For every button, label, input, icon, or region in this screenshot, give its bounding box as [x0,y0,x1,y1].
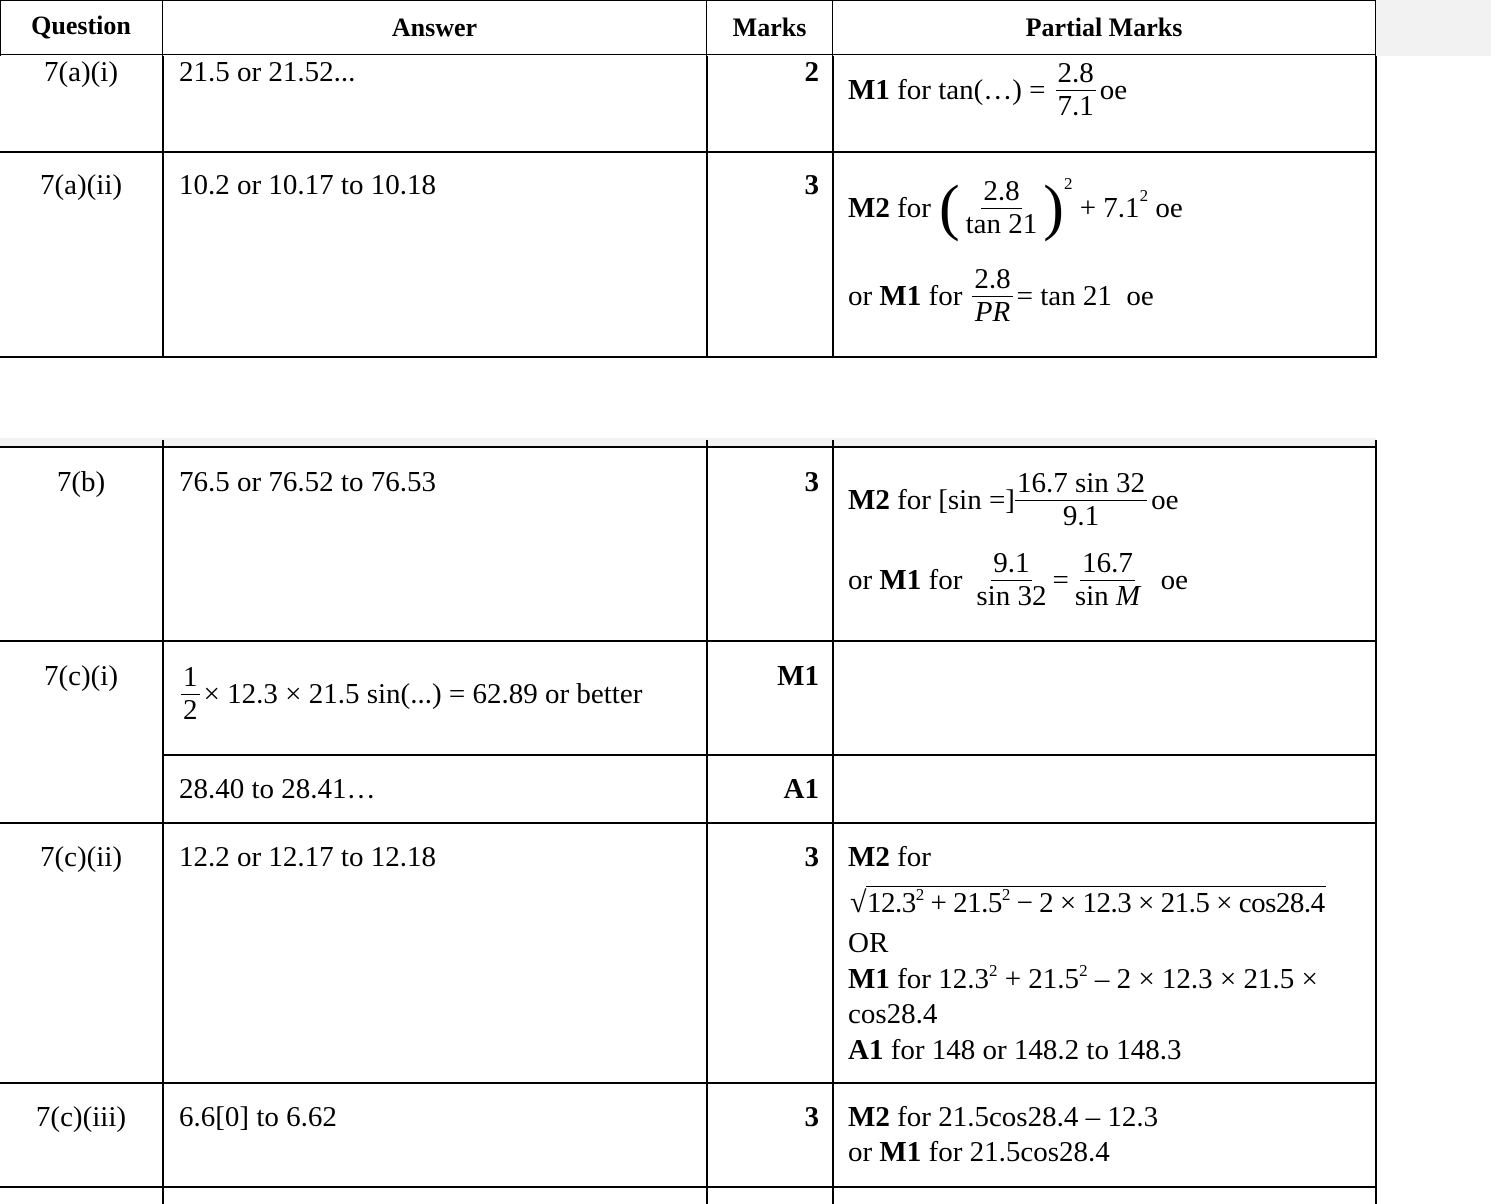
answer-7ci-line2: 28.40 to 28.41… [179,773,376,805]
partial-7cii-m1: M1 for $12.3^2 + 21.5^2 - 2 \times 12.3 \times 21.5$ × [848,961,1318,995]
question-7aii: 7(a)(ii) [39,169,123,201]
header-answer: Answer [391,13,478,42]
marks-7ai: 2 [804,56,819,88]
answer-7aii: 10.2 or 10.17 to 10.18 [179,169,436,201]
marks-7cii: 3 [804,841,819,873]
answer-7cii: 12.2 or 12.17 to 12.18 [179,841,436,873]
fraction: $\frac{9.1}{\sin 32}$ [976,547,1047,612]
partial-7cii-sqrt: $√12.3^2 + 21.5^2 - 2 \times 12.3 \times 21.5 \times \cos 28.4$ [850,885,1325,919]
partial-7aii-line2: or M1 for $\frac{2.8}{PR}$ = tan 21 oe [848,263,1154,328]
marks-7ci-a1: A1 [783,773,819,805]
answer-7ciii: 6.6[0] to 6.62 [179,1101,337,1133]
grid-line [0,1082,1377,1084]
marks-7ciii: 3 [804,1101,819,1133]
fraction: $\frac{16.7 \sin 32}{9.1}$ [1016,467,1146,532]
partial-7cii-a1: A1 for 148 or 148.2 to 148.3 [848,1034,1182,1066]
grid-line [0,356,1377,358]
question-7ai: 7(a)(i) [43,56,119,88]
grid-line [0,640,1377,642]
partial-7aii-line1: M2 for ( $\frac{2.8}{\tan 21}$ ) 2 + 7.1 2 oe [848,174,1183,243]
partial-7ai: M1 for tan(…) = $\frac{2.8}{7.1}$ oe [848,57,1128,122]
grid-line [163,754,1377,756]
partial-7b-line1: M2 for [sin =] $\frac{16.7 \sin 32}{9.1}$ oe [848,467,1179,532]
question-7ci: 7(c)(i) [43,660,119,692]
answer-7b: 76.5 or 76.52 to 76.53 [179,466,436,498]
grid-line [0,151,1377,153]
grid-line [0,446,1377,448]
grid-line [162,56,164,358]
marks-7aii: 3 [804,169,819,201]
header-question: Question [31,11,131,40]
question-7b: 7(b) [56,466,106,498]
partial-7cii-or: OR [848,927,889,959]
marks-7ci-m1: M1 [777,660,819,692]
partial-7b-line2: or M1 for $\frac{9.1}{\sin 32}$ = $\frac{16.7}{\text{sin M}}$ oe [848,547,1188,612]
partial-7ciii-line1: M2 for 21.5cos28.4 – 12.3 [848,1101,1159,1133]
fraction: $\frac{2.8}{\tan 21}$ [965,175,1038,240]
grid-line [0,1186,1377,1188]
gap-strip [0,438,1376,446]
grid-line [0,0,1376,1]
grid-line [1375,0,1376,56]
header-partial-marks: Partial Marks [1025,13,1183,42]
answer-7ai: 21.5 or 21.52... [179,56,356,88]
fraction: $\frac{2.8}{PR}$ [974,263,1011,328]
header-marks: Marks [732,13,807,42]
grid-line [832,56,834,358]
grid-line [706,56,708,358]
fraction: $\frac{1}{2}$ [183,661,198,726]
partial-7ciii-line2: or M1 for 21.5cos28.4 [848,1136,1110,1168]
partial-7cii-cos: cos28.4 [848,998,938,1030]
answer-7ci-line1: $\frac{1}{2}$ × 12.3 × 21.5 sin(...) = 62.89 or better [183,661,643,726]
grid-line [1375,56,1377,358]
question-7cii: 7(c)(ii) [39,841,123,873]
marks-7b: 3 [804,466,819,498]
method-mark: M1 [848,74,890,107]
fraction: $\frac{16.7}{\text{sin M}}$ [1074,547,1141,612]
grid-line [0,822,1377,824]
partial-7cii-line1: M2 for [848,841,931,873]
question-7ciii: 7(c)(iii) [35,1101,127,1133]
fraction: $\frac{2.8}{7.1}$ [1057,57,1094,122]
